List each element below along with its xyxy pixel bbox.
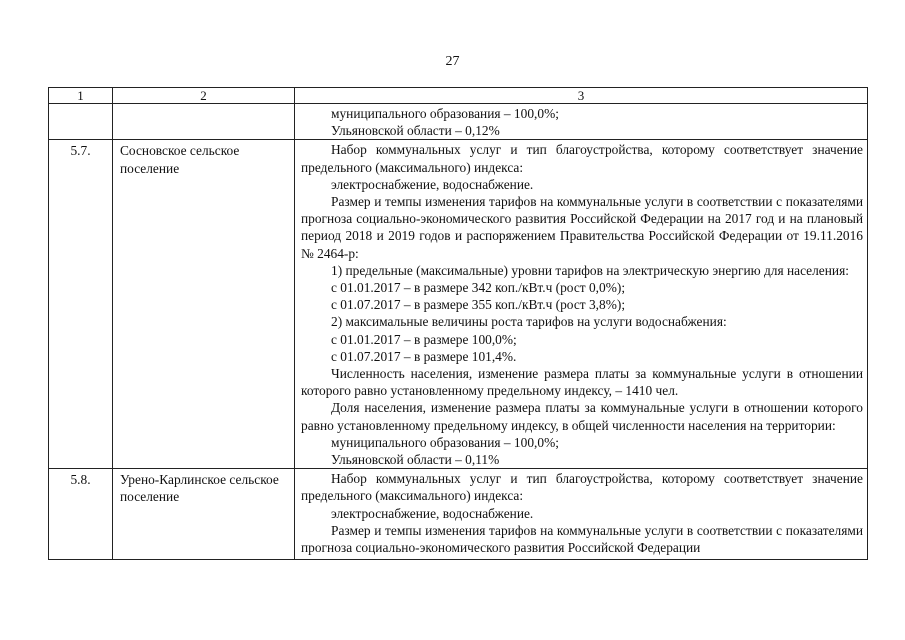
row-number: 5.7.: [49, 140, 113, 469]
tariff-table: [48, 87, 868, 560]
paragraph: электроснабжение, водоснабжение.: [331, 176, 534, 192]
continuation-num-cell: [49, 104, 113, 140]
paragraph: Доля населения, изменение размера платы за коммунальные услуги в отношении которого равно установленному предельному индексу, в общей численности населения на территории:: [301, 400, 863, 433]
column-header-3: 3: [295, 88, 868, 104]
paragraph: Набор коммунальных услуг и тип благоустройства, которому соответствует значение предельного (максимального) индекса:: [301, 471, 863, 504]
continuation-row: [49, 104, 868, 140]
settlement-name: Урено-Карлинское сельское поселение: [113, 469, 295, 560]
table-header-row: [49, 88, 868, 104]
paragraph: 2) максимальные величины роста тарифов на услуги водоснабжения:: [331, 314, 727, 330]
paragraph: с 01.01.2017 – в размере 100,0%;: [331, 331, 517, 347]
paragraph: электроснабжение, водоснабжение.: [331, 505, 534, 521]
continuation-line: муниципального образования – 100,0%;: [331, 106, 559, 121]
row-content: [295, 140, 868, 469]
paragraph: муниципального образования – 100,0%;: [331, 434, 559, 450]
paragraph: Набор коммунальных услуг и тип благоустройства, которому соответствует значение предельного (максимального) индекса:: [301, 142, 863, 175]
column-header-1: 1: [49, 88, 113, 104]
continuation-line: Ульяновской области – 0,12%: [331, 123, 500, 139]
row-content: [295, 469, 868, 560]
paragraph: Размер и темпы изменения тарифов на коммунальные услуги в соответствии с показателями прогноза социально-экономического развития Российской Федерации на 2017 год и на плановый период 2018 и 2019 годов и распоряжением Правительства Российской Федерации от 19.11.2016 № 2464-р:: [301, 194, 863, 261]
paragraph: с 01.07.2017 – в размере 355 коп./кВт.ч (рост 3,8%);: [331, 297, 626, 313]
paragraph: 1) предельные (максимальные) уровни тарифов на электрическую энергию для населения:: [331, 262, 849, 278]
paragraph: с 01.01.2017 – в размере 342 коп./кВт.ч (рост 0,0%);: [331, 280, 626, 296]
paragraph: Ульяновской области – 0,11%: [331, 452, 500, 468]
continuation-content-cell: [295, 104, 868, 140]
table-row-5-8: [49, 469, 868, 560]
continuation-name-cell: [113, 104, 295, 140]
column-header-2: 2: [113, 88, 295, 104]
paragraph: Размер и темпы изменения тарифов на коммунальные услуги в соответствии с показателями прогноза социально-экономического развития Российской Федерации: [301, 522, 863, 556]
paragraph: с 01.07.2017 – в размере 101,4%.: [331, 348, 517, 364]
settlement-name: Сосновское сельское поселение: [113, 140, 295, 469]
table-row-5-7: [49, 140, 868, 469]
paragraph: Численность населения, изменение размера платы за коммунальные услуги в отношении которого равно установленному предельному индексу, – 1410 чел.: [301, 366, 863, 399]
page-number: 27: [445, 54, 460, 69]
row-number: 5.8.: [49, 469, 113, 560]
